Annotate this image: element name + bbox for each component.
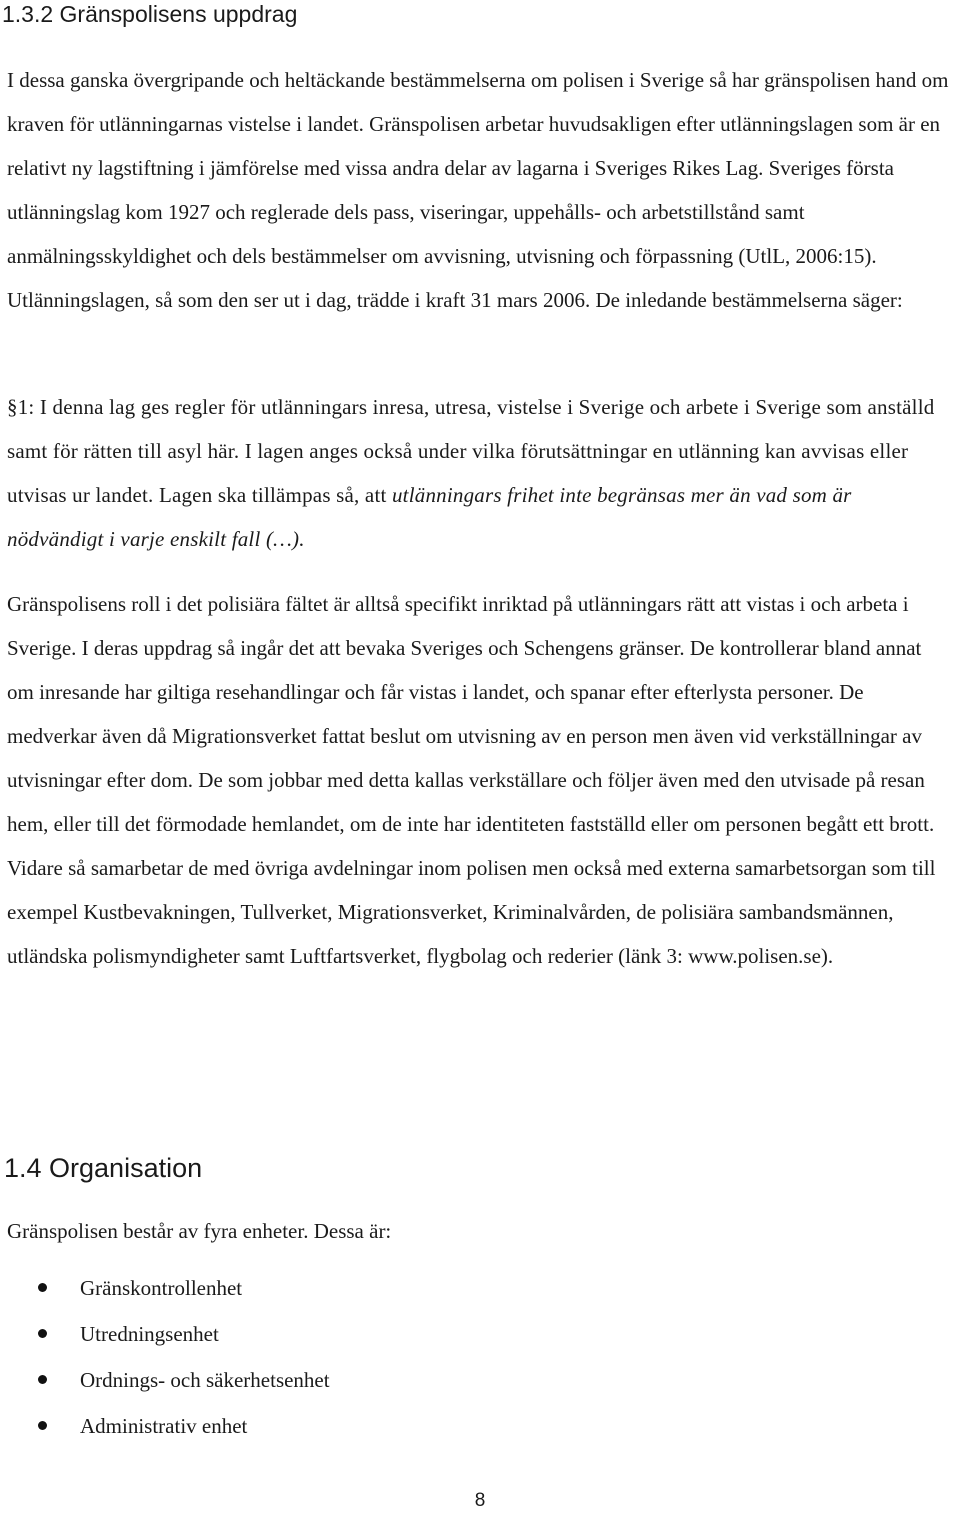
- list-item: [0, 1404, 700, 1450]
- units-list: [0, 1266, 700, 1450]
- bullet-icon: [38, 1421, 47, 1430]
- list-item: [0, 1358, 700, 1404]
- page-number: 8: [474, 1490, 486, 1511]
- unit-label: Gränskontrollenhet: [80, 1276, 243, 1300]
- list-item: [0, 1312, 700, 1358]
- unit-label: Utredningsenhet: [80, 1322, 219, 1346]
- section-heading: 1.3.2 Gränspolisens uppdrag: [2, 1, 298, 27]
- bullet-icon: [38, 1283, 47, 1292]
- unit-label: Ordnings- och säkerhetsenhet: [80, 1368, 330, 1392]
- list-item: [0, 1266, 700, 1312]
- law-quote-italic: utlänningars frihet inte begränsas mer än vad som är nödvändigt i varje enskilt fall (…).: [7, 483, 852, 551]
- organisation-intro: Gränspolisen består av fyra enheter. Dessa är:: [7, 1219, 392, 1243]
- organisation-heading: 1.4 Organisation: [4, 1153, 203, 1183]
- paragraph-intro: I dessa ganska övergripande och heltäckande bestämmelserna om polisen i Sverige så har gränspolisen hand om kraven för utlänningarnas vistelse i landet. Gränspolisen arbetar huvudsakligen efter utlänningslagen som är en relativt ny lagstiftning i jämförelse med vissa andra delar av lagarna i Sveriges Rikes Lag. Sveriges första utlänningslag kom 1927 och reglerade dels pass, viseringar, uppehålls- och arbetstillstånd samt anmälningsskyldighet och dels bestämmelser om avvisning, utvisning och förpassning (UtlL, 2006:15). Utlänningslagen, så som den ser ut i dag, trädde i kraft 31 mars 2006. De inledande bestämmelserna säger:: [7, 68, 949, 312]
- law-quote-text: §1: I denna lag ges regler för utlänningars inresa, utresa, vistelse i Sverige och arbete i Sverige som anställd samt för rätten till asyl här. I lagen anges också under vilka förutsättningar en utlänning kan avvisas eller utvisas ur landet. Lagen ska tillämpas så, att: [7, 395, 935, 507]
- paragraph-role: Gränspolisens roll i det polisiära fältet är alltså specifikt inriktad på utlänningars rätt att vistas i och arbeta i Sverige. I deras uppdrag så ingår det att bevaka Sveriges och Schengens gränser. De kontrollerar bland annat om inresande har giltiga resehandlingar och får vistas i landet, och spanar efter efterlysta personer. De medverkar även då Migrationsverket fattat beslut om utvisning av en person men även vid verkställningar av utvisningar efter dom. De som jobbar med detta kallas verkställare och följer även med den utvisade på resan hem, eller till det förmodade hemlandet, om de inte har identiteten fastställd eller om personen begått ett brott. Vidare så samarbetar de med övriga avdelningar inom polisen men också med externa samarbetsorgan som till exempel Kustbevakningen, Tullverket, Migrationsverket, Kriminalvården, de polisiära sambandsmännen, utländska polismyndigheter samt Luftfartsverket, flygbolag och rederier (länk 3: www.polisen.se).: [7, 592, 936, 968]
- unit-label: Administrativ enhet: [80, 1414, 248, 1438]
- bullet-icon: [38, 1329, 47, 1338]
- law-quote: [7, 385, 952, 561]
- bullet-icon: [38, 1375, 47, 1384]
